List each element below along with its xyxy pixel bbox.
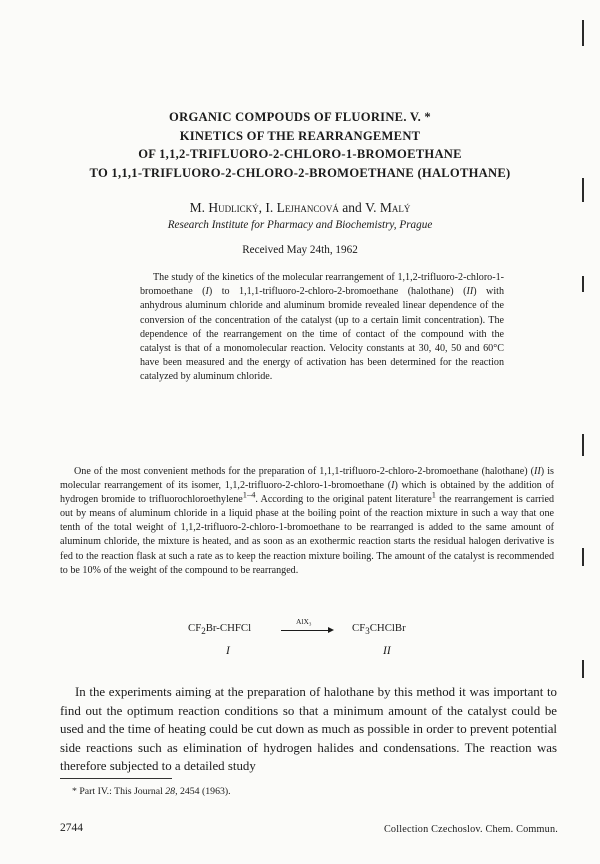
abstract-text: The study of the kinetics of the molecular rearrangement of 1,1,2-trifluoro-2-chloro-1-bromoethane ( — [140, 272, 504, 298]
author-name: V. Malý — [365, 200, 411, 215]
reaction-arrow — [281, 630, 329, 631]
footnote-marker: * — [72, 786, 77, 797]
body-paragraph: In the experiments aiming at the preparation of halothane by this method it was important to find out the optimum reaction conditions so that a minimum amount of the catalyst could be used and the time of heating could be cut down as much as possible in order to prevent potential side reactions such as elimination of hydrogen halides and condensations. The reaction was therefore subjected to a detailed study — [60, 685, 557, 774]
author-name: I. Lejhancová — [265, 200, 339, 215]
paragraph-text: One of the most convenient methods for the preparation of 1,1,1-trifluoro-2-chloro-2-bromoethane (halothane) ( — [74, 466, 535, 477]
paragraph-text: ) which is obtained by the addition of hydrogen bromide to trifluorochloroethylene — [60, 480, 554, 506]
compound-ref: I — [391, 480, 395, 492]
title-line: KINETICS OF THE REARRANGEMENT — [179, 128, 421, 143]
abstract-text: ) with anhydrous aluminum chloride and aluminum bromide revealed linear dependence of the conversion of the concentration of the catalyst (up to a certain limit concentration). The dependence of the rearrangement on the time of contact of the compound with the catalyst is that of a monomolecular reaction. Velocity constants at 30, 40, 50 and 60°C have been measured and the energy of activation has been determined for the reaction catalyzed by aluminum chloride. — [140, 286, 504, 383]
received-date: Received May 24th, 1962 — [242, 244, 358, 256]
title-line: OF 1,1,2-TRIFLUORO-2-CHLORO-1-BROMOETHANE — [138, 147, 462, 161]
scan-margin-mark — [582, 276, 584, 292]
volume-number: 28 — [165, 786, 176, 797]
author-separator: , — [258, 200, 266, 215]
citation-superscript: 1–4 — [242, 490, 256, 500]
page-number: 2744 — [60, 822, 83, 834]
compound-ref: II — [466, 286, 474, 298]
title-line: ORGANIC COMPOUDS OF FLUORINE. V. * — [169, 110, 431, 124]
compound-label: I — [226, 645, 230, 657]
footnote: * Part IV.: This Journal 28, 2454 (1963). — [72, 786, 231, 797]
abstract — [140, 271, 504, 385]
scan-margin-mark — [582, 434, 584, 456]
arrow-head-icon — [328, 627, 334, 633]
footnote-divider — [60, 778, 172, 779]
citation-superscript: 1 — [431, 490, 436, 500]
author-list — [40, 200, 560, 216]
title-line: TO 1,1,1-TRIFLUORO-2-CHLORO-2-BROMOETHANE (HALOTHANE) — [89, 165, 511, 180]
product-formula: $CF_3CHClBr$ — [352, 622, 406, 637]
author-separator: and — [338, 200, 366, 215]
scan-margin-mark — [582, 20, 584, 46]
paragraph-text: . According to the original patent literature — [255, 494, 432, 506]
author-name: M. Hudlický — [189, 200, 259, 215]
paragraph-text: the rearrangement is carried out by means of aluminum chloride in a liquid phase at the boiling point of the reaction mixture in such a way that one tenth of the total weight of 1,1,2-trifluoro-2-chloro-1-bromoethane to be rearranged is added to the same amount of aluminum chloride, the mixture is heated, and as soon as an exothermic reaction starts the residual halogen derivative is fed to the reaction flask at such a rate as to keep the reaction mixture boiling. The amount of the catalyst is recommended to be 10% of the weight of the compound to be rearranged. — [60, 494, 555, 576]
scan-margin-mark — [582, 660, 584, 678]
compound-ref: I — [205, 286, 209, 298]
reactant-formula: $CF_2Br$-CHFCl — [188, 622, 252, 637]
paper-title — [40, 108, 560, 182]
scan-margin-mark — [582, 548, 584, 566]
catalyst-label: AlX₃ — [296, 617, 312, 626]
paragraph-text: ) is molecular rearrangement of its isomer, 1,1,2-trifluoro-2-chloro-1-bromoethane ( — [60, 466, 554, 492]
abstract-text: ) to 1,1,1-trifluoro-2-chloro-2-bromoethane (halothane) ( — [208, 286, 467, 298]
body-paragraph — [60, 465, 554, 578]
journal-name: Collection Czechoslov. Chem. Commun. — [383, 824, 558, 835]
compound-ref: II — [534, 466, 541, 477]
affiliation: Research Institute for Pharmacy and Biochemistry, Prague — [167, 219, 433, 231]
scan-margin-mark — [582, 178, 584, 202]
compound-label: II — [383, 645, 391, 657]
